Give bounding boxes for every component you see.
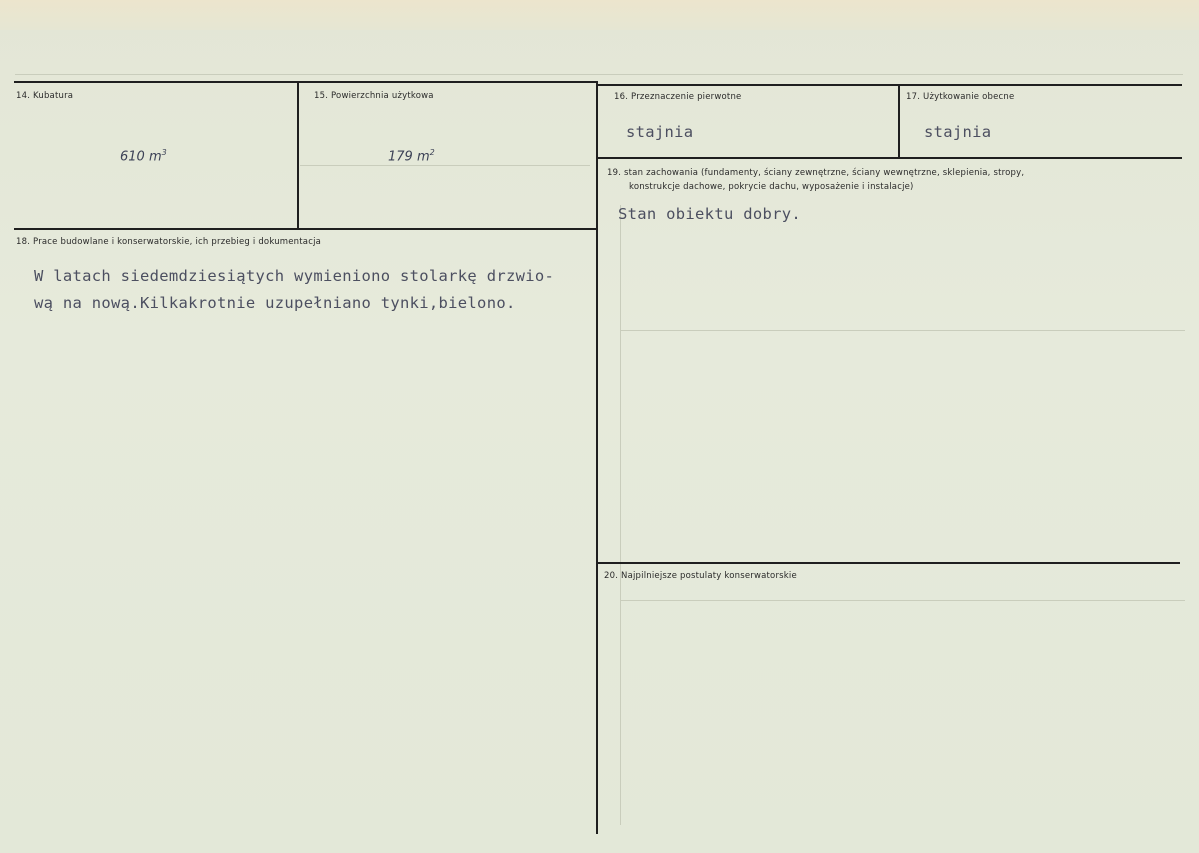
field-20-label: 20. Najpilniejsze postulaty konserwatorskie: [604, 571, 797, 581]
top-rule-right: [598, 84, 1182, 86]
rule-above-19: [598, 157, 1182, 159]
field-15-label: 15. Powierzchnia użytkowa: [314, 91, 434, 101]
field-18-line-1: W latach siedemdziesiątych wymieniono stolarkę drzwio-: [34, 267, 555, 285]
bleed-line: [620, 600, 1185, 601]
divider-14-15: [297, 82, 299, 230]
field-16-label: 16. Przeznaczenie pierwotne: [614, 92, 742, 102]
field-19-label-line-2: konstrukcje dachowe, pokrycie dachu, wyposażenie i instalacje): [629, 182, 914, 192]
field-14-label: 14. Kubatura: [16, 91, 74, 101]
center-divider: [596, 82, 598, 834]
field-19-label-line-1: 19. stan zachowania (fundamenty, ściany zewnętrzne, ściany wewnętrzne, sklepienia, stropy,: [607, 168, 1025, 178]
field-17-value: stajnia: [924, 123, 992, 141]
top-rule-left: [14, 81, 598, 83]
bleed-line: [300, 165, 590, 166]
divider-16-17: [898, 85, 900, 158]
field-16-value: stajnia: [626, 123, 694, 141]
field-19-value: Stan obiektu dobry.: [618, 205, 802, 223]
bleed-line: [620, 330, 1185, 331]
field-19-label: [607, 166, 1024, 194]
bleed-line: [15, 74, 1183, 75]
top-margin: [0, 0, 1199, 30]
field-18-line-2: wą na nową.Kilkakrotnie uzupełniano tynki,bielono.: [34, 294, 516, 312]
rule-above-18: [14, 228, 598, 230]
field-18-label: 18. Prace budowlane i konserwatorskie, ich przebieg i dokumentacja: [16, 237, 322, 247]
bleed-line: [620, 205, 621, 825]
rule-above-20: [598, 562, 1180, 564]
field-17-label: 17. Użytkowanie obecne: [906, 92, 1015, 102]
field-18-value: [34, 263, 554, 317]
field-15-value: 179 $m^2$: [388, 148, 435, 165]
field-14-value: 610 $m^3$: [120, 148, 167, 165]
